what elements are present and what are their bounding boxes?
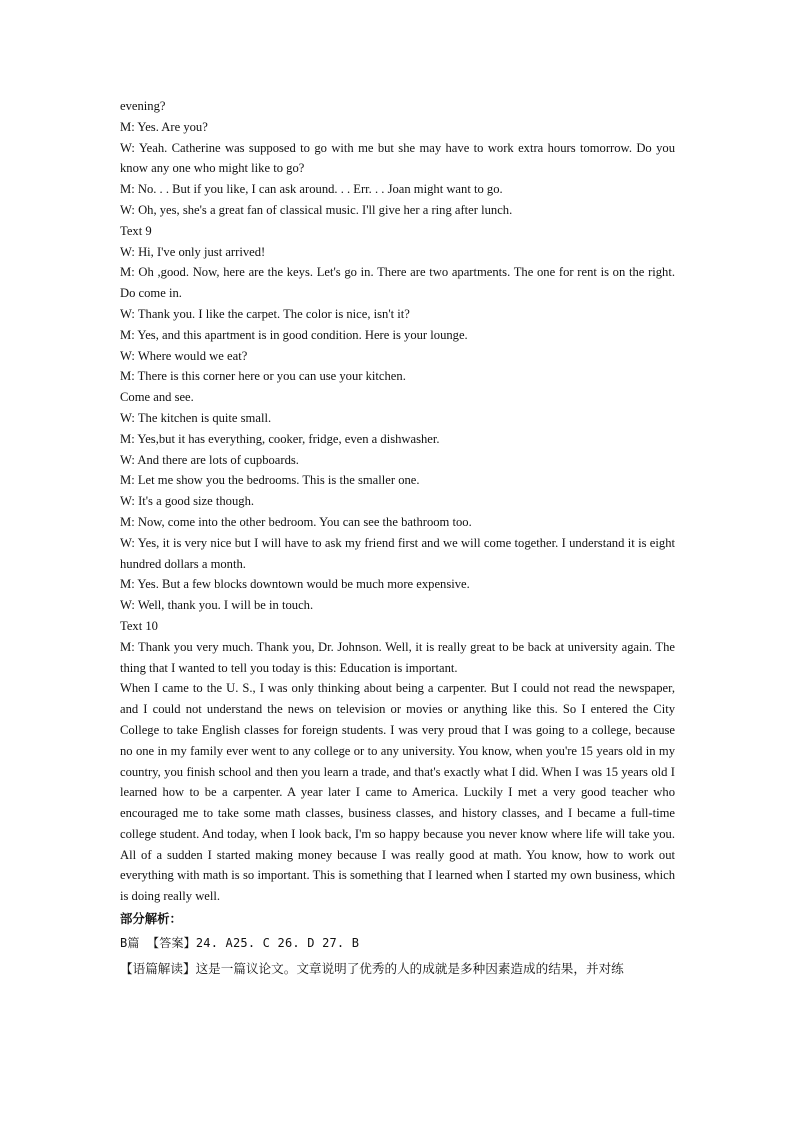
transcript-line: W: The kitchen is quite small.	[120, 410, 272, 425]
transcript-line: M: Yes. Are you?	[120, 119, 208, 134]
transcript-line: M: Let me show you the bedrooms. This is the smaller one.	[120, 473, 420, 488]
section-heading: 部分解析：	[120, 911, 182, 927]
transcript-line: M: Oh ,good. Now, here are the keys. Let's go in. There are two apartments. The one for rent is on the right. Do come in.	[120, 265, 675, 301]
transcript-line: M: Yes. But a few blocks downtown would be much more expensive.	[120, 577, 470, 592]
transcript-line: M: There is this corner here or you can use your kitchen.	[120, 369, 406, 384]
transcript-line: Text 9	[120, 223, 152, 238]
document-page	[120, 96, 675, 980]
transcript-line: Text 10	[120, 618, 158, 633]
transcript-line: M: No. . . But if you like, I can ask around. . . Err. . . Joan might want to go.	[120, 182, 503, 197]
reading-interpretation: 【语篇解读】这是一篇议论文。文章说明了优秀的人的成就是多种因素造成的结果，并对练	[120, 961, 624, 977]
transcript-line: W: Where would we eat?	[120, 348, 248, 363]
transcript-line: W: Thank you. I like the carpet. The color is nice, isn't it?	[120, 306, 410, 321]
transcript-line: When I came to the U. S., I was only thinking about being a carpenter. But I could not read the newspaper, and I could not understand the news on television or movies or anything like this. So I entered the City College to take English classes for foreign students. I was very proud that I was going to a college, because no one in my family ever went to any college or to any university. You know, when you're 15 years old in my country, you finish school and then you learn a trade, and that's exactly what I did. When I was 15 years old I learned how to be a carpenter. A year later I came to America. Luckily I met a very good teacher who encouraged me to take some math classes, business classes, and history classes, and I became a full-time college student. And today, when I look back, I'm so happy because you never know where life will take you. All of a sudden I started making money because I was really good at math. You know, how to work out everything with math is so important. This is something that I learned when I started my own business, which is doing really well.	[120, 681, 675, 904]
transcript-line: M: Yes,but it has everything, cooker, fridge, even a dishwasher.	[120, 431, 440, 446]
transcript-line: W: Yes, it is very nice but I will have to ask my friend first and we will come together. I understand it is eight hundred dollars a month.	[120, 535, 675, 571]
answers-line: B篇 【答案】24. A25. C 26. D 27. B	[120, 936, 360, 951]
transcript-line: M: Yes, and this apartment is in good condition. Here is your lounge.	[120, 327, 468, 342]
transcript-line: M: Now, come into the other bedroom. You can see the bathroom too.	[120, 514, 472, 529]
transcript-line: evening?	[120, 99, 166, 113]
transcript-line: W: Well, thank you. I will be in touch.	[120, 598, 314, 613]
transcript-line: W: Oh, yes, she's a great fan of classical music. I'll give her a ring after lunch.	[120, 202, 513, 217]
transcript-line: M: Thank you very much. Thank you, Dr. Johnson. Well, it is really great to be back at university again. The thing that I wanted to tell you today is this: Education is important.	[120, 639, 675, 675]
transcript	[120, 96, 675, 907]
transcript-line: W: And there are lots of cupboards.	[120, 452, 299, 467]
transcript-line: W: Yeah. Catherine was supposed to go with me but she may have to work extra hours tomorrow. Do you know any one who might like to go?	[120, 140, 675, 176]
transcript-line: W: Hi, I've only just arrived!	[120, 244, 266, 259]
transcript-line: Come and see.	[120, 390, 194, 405]
transcript-line: W: It's a good size though.	[120, 494, 255, 509]
